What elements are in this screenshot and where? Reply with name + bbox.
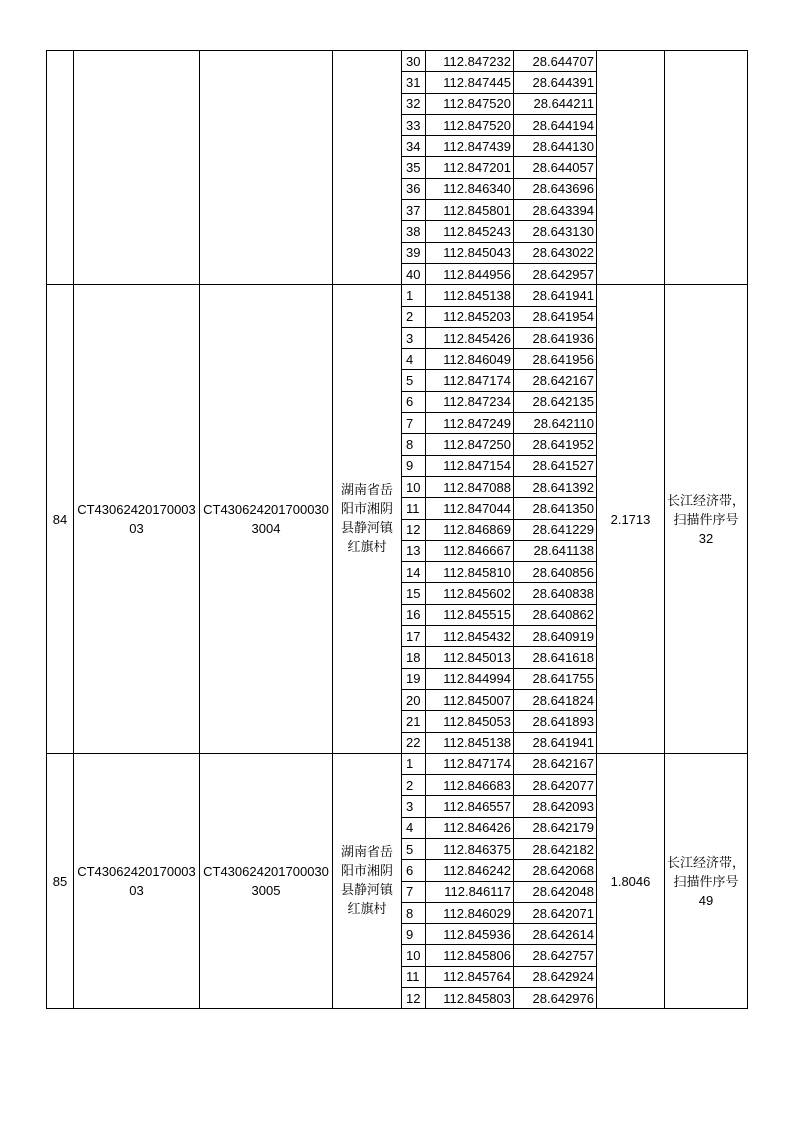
- latitude-cell: 28.641229: [514, 519, 597, 540]
- point-number-cell: 19: [402, 668, 426, 689]
- latitude-cell: 28.642614: [514, 924, 597, 945]
- point-number-cell: 35: [402, 157, 426, 178]
- longitude-cell: 112.845013: [426, 647, 514, 668]
- point-number-cell: 11: [402, 498, 426, 519]
- latitude-cell: 28.644391: [514, 72, 597, 93]
- latitude-cell: 28.642068: [514, 860, 597, 881]
- point-number-cell: 10: [402, 476, 426, 497]
- point-number-cell: 10: [402, 945, 426, 966]
- point-number-cell: 3: [402, 796, 426, 817]
- parcel-seq-cell: 84: [47, 285, 74, 754]
- longitude-cell: 112.845138: [426, 732, 514, 753]
- point-number-cell: 5: [402, 370, 426, 391]
- longitude-cell: 112.846117: [426, 881, 514, 902]
- latitude-cell: 28.642179: [514, 817, 597, 838]
- parcel-seq-cell: [47, 51, 74, 285]
- point-number-cell: 36: [402, 178, 426, 199]
- longitude-cell: 112.846683: [426, 775, 514, 796]
- longitude-cell: 112.846029: [426, 902, 514, 923]
- table-row: [47, 285, 748, 306]
- point-number-cell: 5: [402, 838, 426, 859]
- latitude-cell: 28.641941: [514, 732, 597, 753]
- longitude-cell: 112.845515: [426, 604, 514, 625]
- point-number-cell: 6: [402, 391, 426, 412]
- latitude-cell: 28.640919: [514, 626, 597, 647]
- latitude-cell: 28.641527: [514, 455, 597, 476]
- latitude-cell: 28.641138: [514, 540, 597, 561]
- latitude-cell: 28.642167: [514, 753, 597, 774]
- latitude-cell: 28.642957: [514, 263, 597, 284]
- latitude-cell: 28.642077: [514, 775, 597, 796]
- longitude-cell: 112.845806: [426, 945, 514, 966]
- latitude-cell: 28.644194: [514, 114, 597, 135]
- longitude-cell: 112.845936: [426, 924, 514, 945]
- point-number-cell: 32: [402, 93, 426, 114]
- longitude-cell: 112.846049: [426, 349, 514, 370]
- latitude-cell: 28.640862: [514, 604, 597, 625]
- point-number-cell: 11: [402, 966, 426, 987]
- longitude-cell: 112.845803: [426, 988, 514, 1009]
- parcel-code-cell: CT4306242017000303: [74, 285, 200, 754]
- point-number-cell: 39: [402, 242, 426, 263]
- point-number-cell: 22: [402, 732, 426, 753]
- longitude-cell: 112.846340: [426, 178, 514, 199]
- parcel-code-cell: [74, 51, 200, 285]
- longitude-cell: 112.847520: [426, 114, 514, 135]
- table-row: [47, 51, 748, 72]
- longitude-cell: 112.845053: [426, 711, 514, 732]
- latitude-cell: 28.641956: [514, 349, 597, 370]
- longitude-cell: 112.846242: [426, 860, 514, 881]
- point-number-cell: 4: [402, 817, 426, 838]
- latitude-cell: 28.640838: [514, 583, 597, 604]
- longitude-cell: 112.845203: [426, 306, 514, 327]
- longitude-cell: 112.847174: [426, 753, 514, 774]
- point-number-cell: 14: [402, 562, 426, 583]
- latitude-cell: 28.641392: [514, 476, 597, 497]
- latitude-cell: 28.642167: [514, 370, 597, 391]
- longitude-cell: 112.845801: [426, 200, 514, 221]
- longitude-cell: 112.845138: [426, 285, 514, 306]
- longitude-cell: 112.846557: [426, 796, 514, 817]
- longitude-cell: 112.847520: [426, 93, 514, 114]
- latitude-cell: 28.643130: [514, 221, 597, 242]
- point-number-cell: 8: [402, 902, 426, 923]
- coordinate-table: [46, 50, 748, 1009]
- location-cell: [333, 51, 402, 285]
- point-number-cell: 37: [402, 200, 426, 221]
- plot-code-cell: CT4306242017000303004: [200, 285, 333, 754]
- plot-code-cell: CT4306242017000303005: [200, 753, 333, 1009]
- note-cell: 长江经济带，扫描件序号 49: [665, 753, 748, 1009]
- latitude-cell: 28.644211: [514, 93, 597, 114]
- longitude-cell: 112.847044: [426, 498, 514, 519]
- note-cell: [665, 51, 748, 285]
- area-cell: [597, 51, 665, 285]
- latitude-cell: 28.644130: [514, 136, 597, 157]
- longitude-cell: 112.845432: [426, 626, 514, 647]
- longitude-cell: 112.844956: [426, 263, 514, 284]
- point-number-cell: 1: [402, 753, 426, 774]
- point-number-cell: 12: [402, 988, 426, 1009]
- point-number-cell: 16: [402, 604, 426, 625]
- latitude-cell: 28.641952: [514, 434, 597, 455]
- latitude-cell: 28.641618: [514, 647, 597, 668]
- point-number-cell: 21: [402, 711, 426, 732]
- longitude-cell: 112.846375: [426, 838, 514, 859]
- location-cell: 湖南省岳阳市湘阴县静河镇红旗村: [333, 285, 402, 754]
- latitude-cell: 28.643696: [514, 178, 597, 199]
- latitude-cell: 28.644057: [514, 157, 597, 178]
- point-number-cell: 40: [402, 263, 426, 284]
- point-number-cell: 2: [402, 306, 426, 327]
- point-number-cell: 9: [402, 924, 426, 945]
- longitude-cell: 112.847174: [426, 370, 514, 391]
- latitude-cell: 28.640856: [514, 562, 597, 583]
- longitude-cell: 112.847439: [426, 136, 514, 157]
- longitude-cell: 112.847250: [426, 434, 514, 455]
- longitude-cell: 112.847249: [426, 413, 514, 434]
- longitude-cell: 112.846426: [426, 817, 514, 838]
- latitude-cell: 28.642182: [514, 838, 597, 859]
- latitude-cell: 28.641941: [514, 285, 597, 306]
- longitude-cell: 112.847445: [426, 72, 514, 93]
- longitude-cell: 112.845764: [426, 966, 514, 987]
- longitude-cell: 112.846869: [426, 519, 514, 540]
- point-number-cell: 8: [402, 434, 426, 455]
- parcel-seq-cell: 85: [47, 753, 74, 1009]
- location-cell: 湖南省岳阳市湘阴县静河镇红旗村: [333, 753, 402, 1009]
- latitude-cell: 28.642135: [514, 391, 597, 412]
- latitude-cell: 28.642048: [514, 881, 597, 902]
- point-number-cell: 38: [402, 221, 426, 242]
- longitude-cell: 112.845602: [426, 583, 514, 604]
- note-cell: 长江经济带，扫描件序号 32: [665, 285, 748, 754]
- area-cell: 1.8046: [597, 753, 665, 1009]
- plot-code-cell: [200, 51, 333, 285]
- point-number-cell: 17: [402, 626, 426, 647]
- point-number-cell: 7: [402, 413, 426, 434]
- point-number-cell: 12: [402, 519, 426, 540]
- longitude-cell: 112.845007: [426, 689, 514, 710]
- point-number-cell: 9: [402, 455, 426, 476]
- point-number-cell: 4: [402, 349, 426, 370]
- point-number-cell: 34: [402, 136, 426, 157]
- longitude-cell: 112.846667: [426, 540, 514, 561]
- latitude-cell: 28.642757: [514, 945, 597, 966]
- point-number-cell: 33: [402, 114, 426, 135]
- point-number-cell: 18: [402, 647, 426, 668]
- point-number-cell: 30: [402, 51, 426, 72]
- point-number-cell: 3: [402, 327, 426, 348]
- latitude-cell: 28.642093: [514, 796, 597, 817]
- longitude-cell: 112.847088: [426, 476, 514, 497]
- point-number-cell: 6: [402, 860, 426, 881]
- point-number-cell: 1: [402, 285, 426, 306]
- parcel-code-cell: CT4306242017000303: [74, 753, 200, 1009]
- point-number-cell: 7: [402, 881, 426, 902]
- latitude-cell: 28.642976: [514, 988, 597, 1009]
- latitude-cell: 28.642110: [514, 413, 597, 434]
- area-cell: 2.1713: [597, 285, 665, 754]
- latitude-cell: 28.642071: [514, 902, 597, 923]
- longitude-cell: 112.847154: [426, 455, 514, 476]
- latitude-cell: 28.643022: [514, 242, 597, 263]
- latitude-cell: 28.641824: [514, 689, 597, 710]
- point-number-cell: 15: [402, 583, 426, 604]
- longitude-cell: 112.845426: [426, 327, 514, 348]
- latitude-cell: 28.642924: [514, 966, 597, 987]
- point-number-cell: 13: [402, 540, 426, 561]
- latitude-cell: 28.641755: [514, 668, 597, 689]
- longitude-cell: 112.847201: [426, 157, 514, 178]
- table-row: [47, 753, 748, 774]
- latitude-cell: 28.641350: [514, 498, 597, 519]
- latitude-cell: 28.641893: [514, 711, 597, 732]
- longitude-cell: 112.845810: [426, 562, 514, 583]
- longitude-cell: 112.845243: [426, 221, 514, 242]
- longitude-cell: 112.847232: [426, 51, 514, 72]
- longitude-cell: 112.847234: [426, 391, 514, 412]
- latitude-cell: 28.644707: [514, 51, 597, 72]
- latitude-cell: 28.643394: [514, 200, 597, 221]
- point-number-cell: 2: [402, 775, 426, 796]
- point-number-cell: 20: [402, 689, 426, 710]
- latitude-cell: 28.641936: [514, 327, 597, 348]
- latitude-cell: 28.641954: [514, 306, 597, 327]
- longitude-cell: 112.844994: [426, 668, 514, 689]
- point-number-cell: 31: [402, 72, 426, 93]
- longitude-cell: 112.845043: [426, 242, 514, 263]
- table-body: [47, 51, 748, 1009]
